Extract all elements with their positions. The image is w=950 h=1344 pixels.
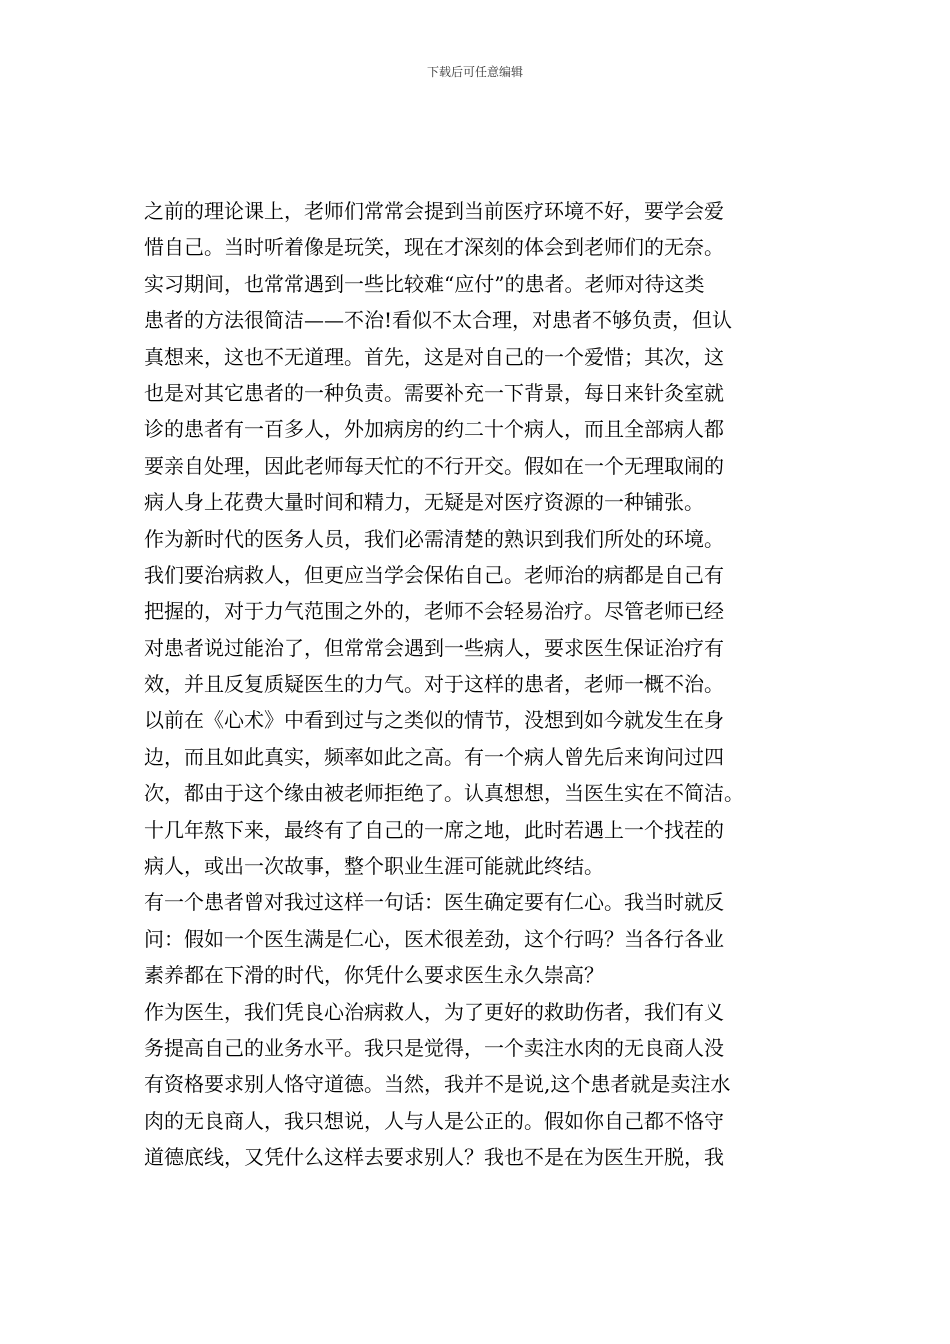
text-line: 问：假如一个医生满是仁心，医术很差劲，这个行吗？当各行各业: [144, 926, 724, 951]
text-line: 要亲自处理，因此老师每天忙的不行开交。假如在一个无理取闹的: [144, 453, 724, 478]
text-line: 对患者说过能治了，但常常会遇到一些病人，要求医生保证治疗有: [144, 635, 724, 660]
text-line: 作为新时代的医务人员，我们必需清楚的熟识到我们所处的环境。: [144, 526, 724, 551]
text-line: 病人身上花费大量时间和精力，无疑是对医疗资源的一种铺张。: [144, 490, 704, 515]
text-line: 道德底线，又凭什么这样去要求别人？我也不是在为医生开脱，我: [144, 1145, 724, 1170]
text-line: 边，而且如此真实，频率如此之高。有一个病人曾先后来询问过四: [144, 744, 724, 769]
text-line: 有一个患者曾对我过这样一句话：医生确定要有仁心。我当时就反: [144, 890, 724, 915]
document-body: [144, 193, 814, 1176]
text-line: 也是对其它患者的一种负责。需要补充一下背景，每日来针灸室就: [144, 380, 724, 405]
text-line: 效，并且反复质疑医生的力气。对于这样的患者，老师一概不治。: [144, 672, 724, 697]
text-line: 作为医生，我们凭良心治病救人，为了更好的救助伤者，我们有义: [144, 999, 724, 1024]
text-line: 我们要治病救人，但更应当学会保佑自己。老师治的病都是自己有: [144, 562, 724, 587]
text-line: 诊的患者有一百多人，外加病房的约二十个病人，而且全部病人都: [144, 417, 724, 442]
text-line: 素养都在下滑的时代，你凭什么要求医生永久崇高？: [144, 963, 604, 988]
text-line: 十几年熬下来，最终有了自己的一席之地，此时若遇上一个找茬的: [144, 817, 724, 842]
page-header: 下载后可任意编辑: [426, 65, 523, 79]
text-line: 惜自己。当时听着像是玩笑，现在才深刻的体会到老师们的无奈。: [144, 235, 724, 260]
text-line: 肉的无良商人，我只想说，人与人是公正的。假如你自己都不恪守: [144, 1108, 724, 1133]
text-line: 实习期间，也常常遇到一些比较难“应付”的患者。老师对待这类: [144, 271, 705, 296]
text-line: 之前的理论课上，老师们常常会提到当前医疗环境不好，要学会爱: [144, 199, 724, 223]
text-line: 患者的方法很简洁——不治!看似不太合理，对患者不够负责，但认: [144, 308, 733, 333]
text-line: 务提高自己的业务水平。我只是觉得，一个卖注水肉的无良商人没: [144, 1035, 724, 1060]
text-line: 病人，或出一次故事，整个职业生涯可能就此终结。: [144, 854, 604, 879]
text-line: 次，都由于这个缘由被老师拒绝了。认真想想，当医生实在不简洁。: [144, 781, 744, 806]
text-line: 有资格要求别人恪守道德。当然，我并不是说,这个患者就是卖注水: [144, 1072, 731, 1097]
text-line: 把握的，对于力气范围之外的，老师不会轻易治疗。尽管老师已经: [144, 599, 724, 624]
text-line: 以前在《心术》中看到过与之类似的情节，没想到如今就发生在身: [144, 708, 724, 733]
text-line: 真想来，这也不无道理。首先，这是对自己的一个爱惜；其次，这: [144, 344, 724, 369]
